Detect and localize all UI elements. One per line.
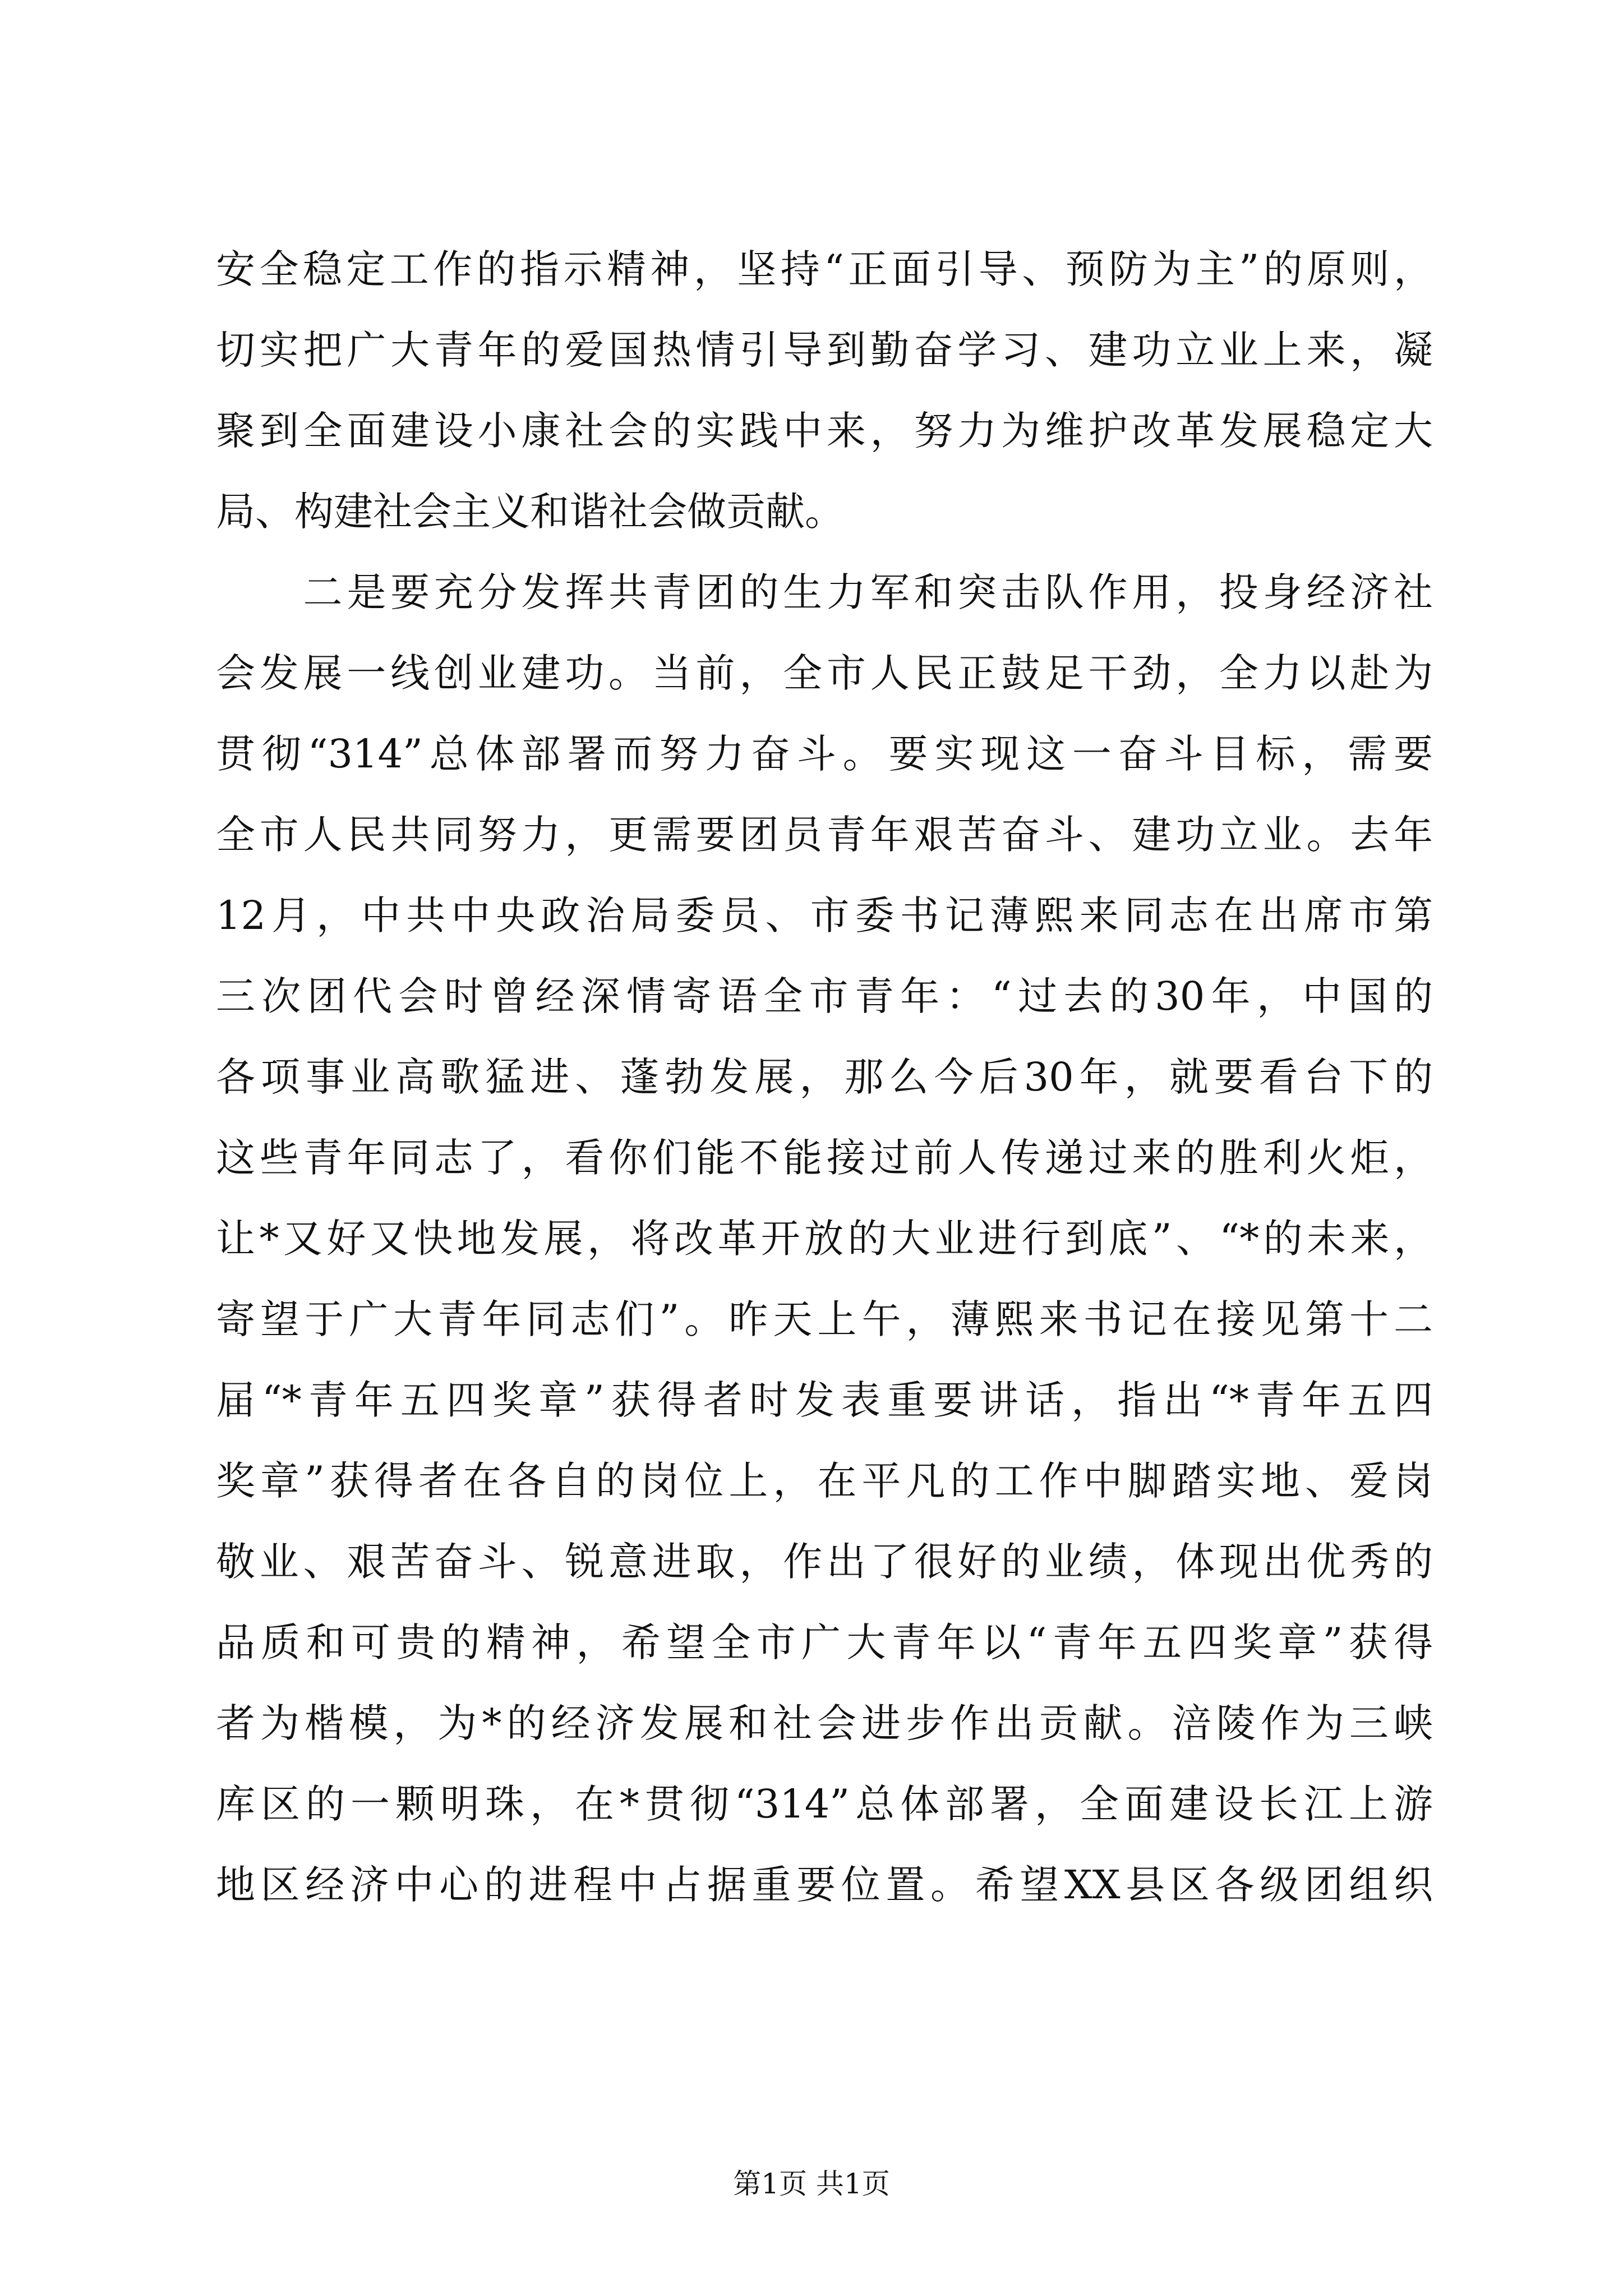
text-line-14: 寄望于广大青年同志们”。昨天上午，薄熙来书记在接见第十二 — [216, 1296, 1433, 1342]
text-line-12: 这些青年同志了，看你们能不能接过前人传递过来的胜利火炬， — [216, 1135, 1433, 1181]
text-line-10: 三次团代会时曾经深情寄语全市青年：“过去的30年，中国的 — [216, 973, 1433, 1019]
text-line-15: 届“*青年五四奖章”获得者时发表重要讲话，指出“*青年五四 — [216, 1377, 1433, 1423]
text-line-13: 让*又好又快地发展，将改革开放的大业进行到底”、“*的未来， — [216, 1216, 1433, 1262]
text-line-9: 12月，中共中央政治局委员、市委书记薄熙来同志在出席市第 — [216, 892, 1433, 938]
text-line-3: 聚到全面建设小康社会的实践中来，努力为维护改革发展稳定大 — [216, 408, 1433, 454]
text-line-6: 会发展一线创业建功。当前，全市人民正鼓足干劲，全力以赴为 — [216, 650, 1433, 696]
body-text — [216, 229, 1433, 1925]
text-line-16: 奖章”获得者在各自的岗位上，在平凡的工作中脚踏实地、爱岗 — [216, 1458, 1433, 1504]
text-line-21: 地区经济中心的进程中占据重要位置。希望XX县区各级团组织 — [216, 1862, 1433, 1908]
page-footer: 第1页 共1页 — [733, 2168, 890, 2200]
text-line-1: 安全稳定工作的指示精神，坚持“正面引导、预防为主”的原则， — [216, 246, 1433, 292]
text-line-17: 敬业、艰苦奋斗、锐意进取，作出了很好的业绩，体现出优秀的 — [216, 1539, 1433, 1585]
text-line-19: 者为楷模，为*的经济发展和社会进步作出贡献。涪陵作为三峡 — [216, 1700, 1433, 1746]
text-line-11: 各项事业高歌猛进、蓬勃发展，那么今后30年，就要看台下的 — [216, 1054, 1433, 1100]
text-line-2: 切实把广大青年的爱国热情引导到勤奋学习、建功立业上来，凝 — [216, 327, 1433, 373]
text-line-5: 二是要充分发挥共青团的生力军和突击队作用，投身经济社 — [216, 569, 1433, 615]
text-line-4: 局、构建社会主义和谐社会做贡献。 — [216, 489, 844, 535]
text-line-8: 全市人民共同努力，更需要团员青年艰苦奋斗、建功立业。去年 — [216, 812, 1433, 858]
text-line-20: 库区的一颗明珠，在*贯彻“314”总体部署，全面建设长江上游 — [216, 1781, 1433, 1827]
text-line-7: 贯彻“314”总体部署而努力奋斗。要实现这一奋斗目标，需要 — [216, 731, 1433, 777]
text-line-18: 品质和可贵的精神，希望全市广大青年以“青年五四奖章”获得 — [216, 1619, 1433, 1665]
